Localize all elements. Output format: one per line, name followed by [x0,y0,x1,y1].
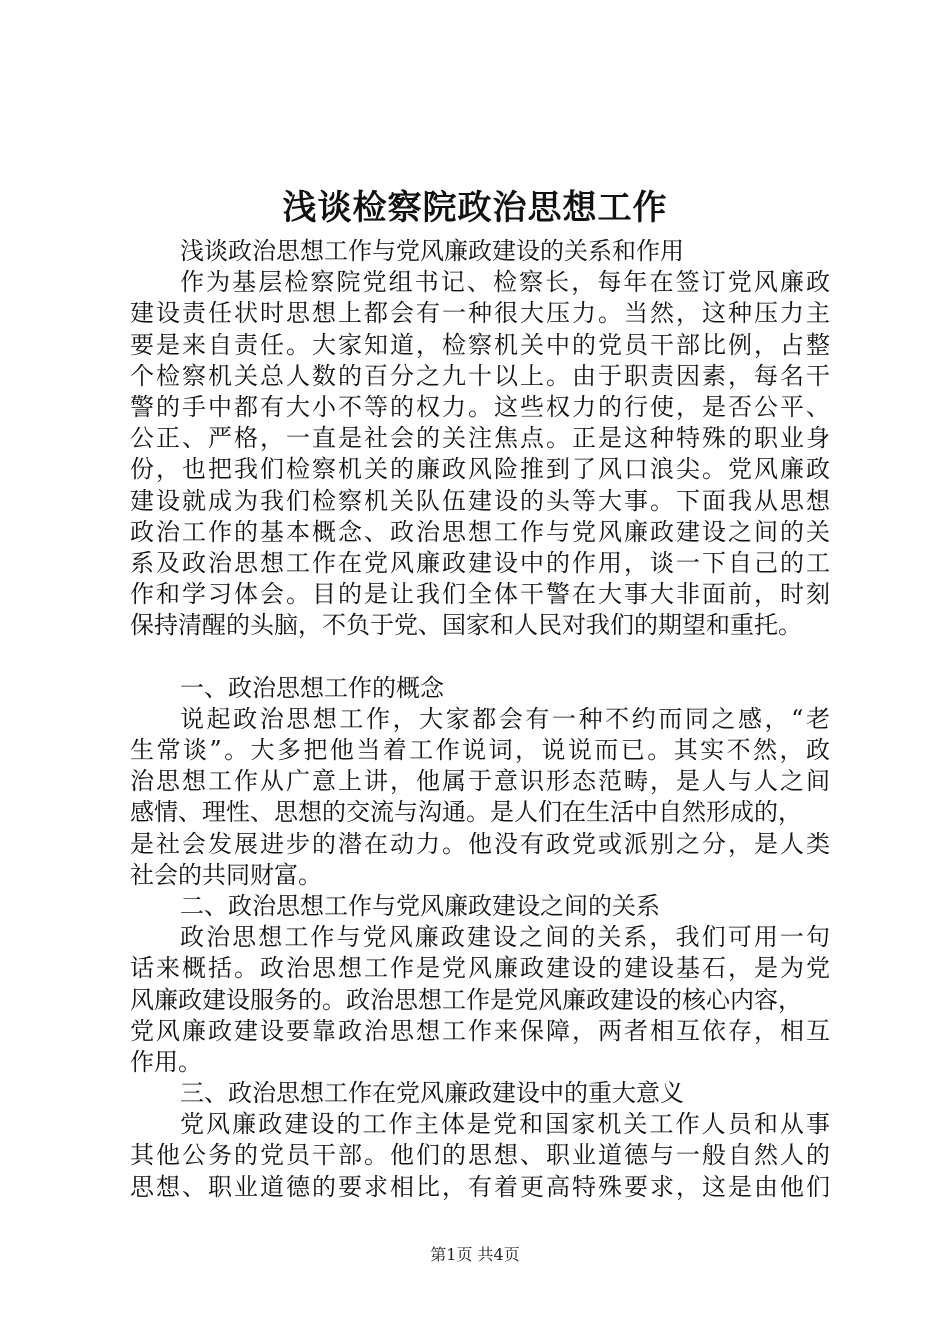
section-heading: 三、政治思想工作在党风廉政建设中的重大意义 [180,1079,684,1108]
paragraph-line: 生常谈”。大多把他当着工作说词，说说而已。其实不然，政 [130,736,830,764]
section-heading: 二、政治思想工作与党风廉政建设之间的关系 [180,891,660,920]
paragraph-line: 系及政治思想工作在党风廉政建设中的作用，谈一下自己的工 [130,548,830,577]
paragraph-line: 作为基层检察院党组书记、检察长，每年在签订党风廉政 [180,268,830,297]
subtitle-line: 浅谈政治思想工作与党风廉政建设的关系和作用 [180,237,684,265]
paragraph-line: 风廉政建设服务的。政治思想工作是党风廉政建设的核心内容， [130,985,802,1014]
paragraph-line: 党风廉政建设要靠政治思想工作来保障，两者相互依存，相互 [130,1016,830,1045]
paragraph-line: 思想、职业道德的要求相比，有着更高特殊要求，这是由他们 [130,1172,830,1201]
paragraph-line: 保持清醒的头脑，不负于党、国家和人民对我们的期望和重托。 [130,611,802,640]
paragraph-line: 党风廉政建设的工作主体是党和国家机关工作人员和从事 [180,1110,830,1139]
paragraph-line: 作和学习体会。目的是让我们全体干警在大事大非面前，时刻 [130,580,830,609]
paragraph-line: 其他公务的党员干部。他们的思想、职业道德与一般自然人的 [130,1141,830,1170]
paragraph-line: 社会的共同财富。 [130,860,322,889]
paragraph-line: 要是来自责任。大家知道，检察机关中的党员干部比例，占整 [130,330,830,359]
paragraph-line: 建设就成为我们检察机关队伍建设的头等大事。下面我从思想 [130,486,830,515]
paragraph-line: 治思想工作从广意上讲，他属于意识形态范畴，是人与人之间 [130,767,830,796]
page-footer: 第1页 共4页 [430,1245,520,1264]
paragraph-line: 话来概括。政治思想工作是党风廉政建设的建设基石，是为党 [130,954,830,983]
paragraph-line: 说起政治思想工作，大家都会有一种不约而同之感，“老 [180,704,830,733]
paragraph-line: 感情、理性、思想的交流与沟通。是人们在生活中自然形成的， [130,798,802,827]
paragraph-line: 政治工作的基本概念、政治思想工作与党风廉政建设之间的关 [130,517,830,546]
section-heading: 一、政治思想工作的概念 [180,673,444,702]
paragraph-gap [130,641,830,672]
paragraph-line: 建设责任状时思想上都会有一种很大压力。当然，这种压力主 [130,299,830,328]
paragraph-line: 政治思想工作与党风廉政建设之间的关系，我们可用一句 [180,923,830,952]
document-title: 浅谈检察院政治思想工作 [282,188,668,228]
paragraph-line: 是社会发展进步的潜在动力。他没有政党或派别之分，是人类 [130,829,830,858]
document-body [130,236,830,1203]
paragraph-line: 警的手中都有大小不等的权力。这些权力的行使，是否公平、 [130,392,830,421]
paragraph-line: 公正、严格，一直是社会的关注焦点。正是这种特殊的职业身 [130,424,830,453]
paragraph-line: 作用。 [130,1047,202,1076]
paragraph-line: 份，也把我们检察机关的廉政风险推到了风口浪尖。党风廉政 [130,455,830,484]
paragraph-line: 个检察机关总人数的百分之九十以上。由于职责因素，每名干 [130,361,830,390]
